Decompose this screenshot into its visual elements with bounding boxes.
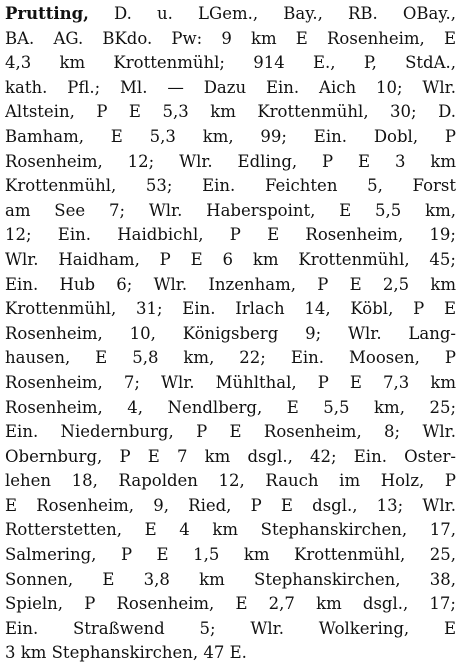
entry-line-4: kath. Pfl.; Ml. — Dazu Ein. Aich 10; Wlr. bbox=[5, 77, 456, 97]
entry-line-7: Rosenheim, 12; Wlr. Edling, P E 3 km bbox=[5, 151, 456, 171]
entry-line-10: 12; Ein. Haidbichl, P E Rosenheim, 19; bbox=[5, 225, 456, 245]
entry-line-6: Bamham, E 5,3 km, 99; Ein. Dobl, P bbox=[5, 126, 456, 146]
entry-line-15: hausen, E 5,8 km, 22; Ein. Moosen, P bbox=[5, 348, 456, 368]
entry-line-26: Ein. Straßwend 5; Wlr. Wolkering, E bbox=[5, 618, 456, 638]
entry-line-11: Wlr. Haidham, P E 6 km Krottenmühl, 45; bbox=[5, 249, 456, 269]
entry-heading: Prutting, bbox=[5, 4, 89, 23]
entry-line-23: Salmering, P E 1,5 km Krottenmühl, 25, bbox=[5, 545, 456, 565]
entry-line-14: Rosenheim, 10, Königsberg 9; Wlr. Lang- bbox=[5, 323, 456, 343]
entry-line-5: Altstein, P E 5,3 km Krottenmühl, 30; D. bbox=[5, 102, 456, 122]
entry-line-20: lehen 18, Rapolden 12, Rauch im Holz, P bbox=[5, 471, 456, 491]
entry-line-19: Obernburg, P E 7 km dsgl., 42; Ein. Oster- bbox=[5, 446, 456, 466]
entry-line-1 bbox=[5, 2, 456, 27]
entry-line-17: Rosenheim, 4, Nendlberg, E 5,5 km, 25; bbox=[5, 397, 456, 417]
entry-line-2: BA. AG. BKdo. Pw: 9 km E Rosenheim, E bbox=[5, 28, 456, 48]
entry-line-3: 4,3 km Krottenmühl; 914 E., P, StdA., bbox=[5, 53, 456, 73]
entry-line-24: Sonnen, E 3,8 km Stephanskirchen, 38, bbox=[5, 569, 456, 589]
entry-line-16: Rosenheim, 7; Wlr. Mühlthal, P E 7,3 km bbox=[5, 372, 456, 392]
entry-line-9: am See 7; Wlr. Haberspoint, E 5,5 km, bbox=[5, 200, 456, 220]
entry-line-1-text: D. u. LGem., Bay., RB. OBay., bbox=[88, 4, 456, 23]
entry-line-22: Rotterstetten, E 4 km Stephanskirchen, 17, bbox=[5, 520, 456, 540]
entry-line-25: Spieln, P Rosenheim, E 2,7 km dsgl., 17; bbox=[5, 594, 456, 614]
entry-line-21: E Rosenheim, 9, Ried, P E dsgl., 13; Wlr. bbox=[5, 495, 456, 515]
entry-line-27: 3 km Stephanskirchen, 47 E. bbox=[5, 643, 247, 663]
entry-line-18: Ein. Niedernburg, P E Rosenheim, 8; Wlr. bbox=[5, 422, 456, 442]
entry-line-8: Krottenmühl, 53; Ein. Feichten 5, Forst bbox=[5, 176, 456, 196]
entry-line-13: Krottenmühl, 31; Ein. Irlach 14, Köbl, P E bbox=[5, 299, 456, 319]
entry-line-12: Ein. Hub 6; Wlr. Inzenham, P E 2,5 km bbox=[5, 274, 456, 294]
